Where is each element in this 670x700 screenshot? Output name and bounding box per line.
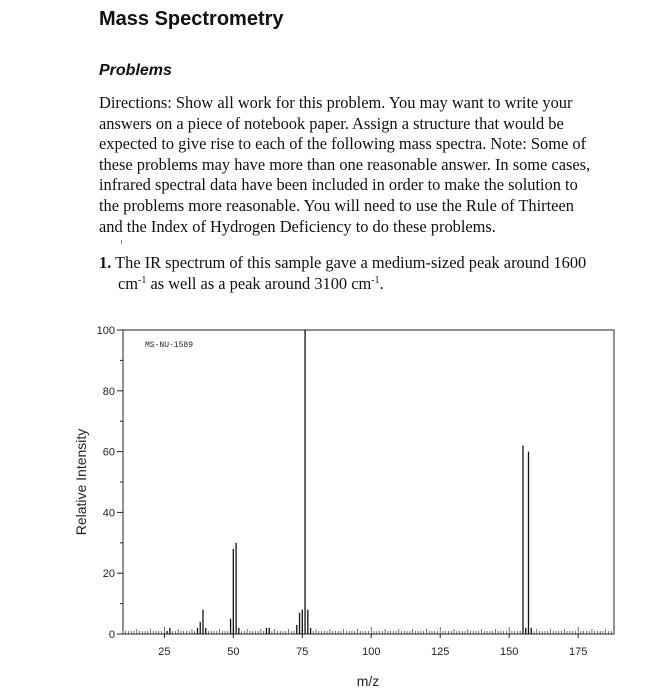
y-tick-label: 0 (108, 629, 115, 641)
problem-text-2: as well as a peak around 3100 cm (146, 273, 372, 293)
x-tick-label: 50 (227, 646, 240, 658)
x-tick-label: 25 (158, 646, 171, 658)
y-tick-label: 40 (102, 507, 115, 520)
unit-cm: cm (118, 273, 139, 293)
spectrum-code-label: MS-NU-1589 (145, 341, 194, 350)
plot-frame (123, 330, 614, 634)
x-tick-label: 125 (431, 646, 450, 658)
y-axis-label: Relative Intensity (73, 428, 89, 536)
y-tick-label: 100 (96, 325, 115, 337)
x-axis-label: m/z (356, 673, 380, 689)
directions-line: answers on a piece of notebook paper. Assign a structure that would be (99, 113, 564, 133)
problem-text-end: . (379, 273, 384, 293)
x-tick-label: 150 (500, 646, 519, 658)
y-tick-label: 80 (102, 385, 115, 398)
directions-line: these problems may have more than one reasonable answer. In some cases, (99, 154, 591, 174)
directions-line: infrared spectral data have been included in order to make the solution to (99, 175, 578, 195)
x-tick-label: 100 (362, 646, 381, 658)
directions-line: the problems more reasonable. You will need to use the Rule of Thirteen (99, 195, 574, 215)
unit-exponent: -1 (371, 274, 380, 286)
directions-line: and the Index of Hydrogen Deficiency to do these problems. (99, 216, 496, 236)
y-tick-label: 60 (102, 446, 115, 459)
x-tick-label: 75 (296, 646, 309, 658)
x-tick-label: 175 (568, 646, 588, 658)
problem-text-1: The IR spectrum of this sample gave a medium-sized peak around 1600 (115, 253, 587, 272)
y-tick-label: 20 (102, 568, 115, 581)
unit-exponent: -1 (138, 274, 147, 286)
problem-number: 1. (99, 253, 112, 272)
directions-line: Directions: Show all work for this problem. You may want to write your (99, 93, 573, 112)
directions-line: expected to give rise to each of the following mass spectra. Note: Some of (99, 134, 587, 154)
page-title: Mass Spectrometry (99, 8, 284, 30)
section-heading: Problems (99, 62, 172, 79)
